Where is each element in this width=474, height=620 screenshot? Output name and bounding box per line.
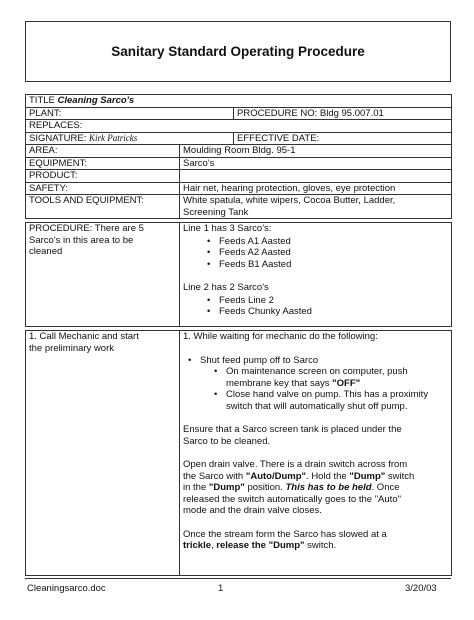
signature-value: Kirk Patricks xyxy=(89,132,138,143)
stream-line-1: Once the stream form the Sarco has slowed at a xyxy=(183,528,387,540)
sub1-off: "OFF" xyxy=(332,377,361,389)
equipment-value: Sarco's xyxy=(180,157,452,170)
step1-left-line-1: 1. Call Mechanic and start xyxy=(29,331,139,342)
list-item xyxy=(226,366,448,389)
sop-table xyxy=(25,94,452,576)
plant-row xyxy=(26,107,452,120)
step1-sublist xyxy=(200,366,448,412)
drain-auto-dump: "Auto/Dump" xyxy=(245,470,307,482)
title-row xyxy=(26,95,452,108)
document-title-box xyxy=(25,21,451,82)
replaces-label: REPLACES: xyxy=(26,120,452,133)
safety-label: SAFETY: xyxy=(26,182,180,195)
shut-feed-text: Shut feed pump off to Sarco xyxy=(200,354,319,366)
procedure-left-line-1: PROCEDURE: There are 5 xyxy=(29,223,144,234)
stream-trickle: trickle xyxy=(183,540,211,551)
document-title: Sanitary Standard Operating Procedure xyxy=(111,43,365,59)
step1-intro: 1. While waiting for mechanic do the following: xyxy=(183,331,378,342)
footer-date: 3/20/03 xyxy=(405,583,437,594)
drain-text: in the xyxy=(183,482,209,493)
tools-value-line-1: White spatula, white wipers, Cocoa Butter, Ladder, xyxy=(183,195,396,206)
drain-dump: "Dump" xyxy=(208,482,245,493)
drain-line-1: Open drain valve. There is a drain switch across from xyxy=(183,459,408,470)
safety-row xyxy=(26,182,452,195)
list-item: • Feeds A1 Aasted xyxy=(219,236,448,248)
footer-divider xyxy=(25,578,451,579)
drain-line-2 xyxy=(183,471,448,483)
sub1-line-b xyxy=(226,378,448,390)
list-item: • Feeds B1 Aasted xyxy=(219,259,448,271)
stream-text: , xyxy=(211,540,217,551)
drain-text: . Once xyxy=(371,482,400,493)
product-row xyxy=(26,170,452,183)
signature-label: SIGNATURE: xyxy=(29,132,87,144)
title-value: Cleaning Sarco's xyxy=(57,95,135,106)
list-item xyxy=(226,389,448,412)
drain-text: . Hold the xyxy=(306,470,350,482)
footer-page-number: 1 xyxy=(218,583,224,594)
drain-line-3 xyxy=(183,482,448,494)
drain-line-5: mode and the drain valve closes. xyxy=(183,505,322,516)
area-row xyxy=(26,145,452,158)
safety-value: Hair net, hearing protection, gloves, eye protection xyxy=(180,182,452,195)
procedure-right xyxy=(180,223,452,327)
step1-right xyxy=(180,331,452,576)
replaces-row xyxy=(26,120,452,133)
title-label: TITLE xyxy=(29,95,55,106)
footer-filename: Cleaningsarco.doc xyxy=(27,583,106,594)
product-label: PRODUCT: xyxy=(26,170,180,183)
tools-label: TOOLS AND EQUIPMENT: xyxy=(26,195,180,219)
drain-held: This has to be held xyxy=(285,482,372,493)
area-label: AREA: xyxy=(26,145,180,158)
sub2-line-b: switch that will automatically shut off pump. xyxy=(226,400,408,412)
ensure-line-1: Ensure that a Sarco screen tank is placed under the xyxy=(183,424,402,435)
title-cell xyxy=(26,95,452,108)
list-item: • Feeds A2 Aasted xyxy=(219,247,448,259)
line1-heading: Line 1 has 3 Sarco's: xyxy=(183,223,272,234)
list-item: • Feeds Line 2 xyxy=(219,295,448,307)
drain-text: the Sarco with xyxy=(183,470,246,482)
stream-line-2 xyxy=(183,540,448,552)
procedure-left-line-2: Sarco's in this area to be xyxy=(29,234,134,246)
line2-list xyxy=(183,295,448,318)
step1-left xyxy=(26,331,180,576)
effective-date-label: EFFECTIVE DATE: xyxy=(234,132,452,145)
equipment-label: EQUIPMENT: xyxy=(26,157,180,170)
stream-release: release the xyxy=(216,540,269,551)
drain-text: position. xyxy=(244,482,286,493)
line2-heading: Line 2 has 2 Sarco's xyxy=(183,282,269,293)
area-value: Moulding Room Bldg. 95-1 xyxy=(180,145,452,158)
procedure-left-line-3: cleaned xyxy=(29,246,63,257)
step1-row xyxy=(26,331,452,576)
equipment-row xyxy=(26,157,452,170)
procedure-row xyxy=(26,223,452,327)
sub2-line-a: • Close hand valve on pump. This has a proximity xyxy=(226,389,429,400)
stream-dump: "Dump" xyxy=(268,540,305,551)
sub1-line-a: • On maintenance screen on computer, push xyxy=(226,366,408,377)
sub1-text: membrane key that says xyxy=(226,377,333,389)
tools-value xyxy=(180,195,452,219)
drain-line-4: released the switch automatically goes to the "Auto" xyxy=(183,493,401,505)
list-item xyxy=(200,355,448,413)
tools-row xyxy=(26,195,452,219)
ensure-line-2: Sarco to be cleaned. xyxy=(183,435,271,447)
plant-label: PLANT: xyxy=(26,107,234,120)
list-item: • Feeds Chunky Aasted xyxy=(219,306,448,318)
procedure-left xyxy=(26,223,180,327)
tools-value-line-2: Screening Tank xyxy=(183,206,249,218)
procedure-no: PROCEDURE NO: Bldg 95.007.01 xyxy=(234,107,452,120)
product-value xyxy=(180,170,452,183)
stream-text: switch. xyxy=(304,540,337,551)
step1-list xyxy=(183,355,448,413)
signature-cell xyxy=(26,132,234,145)
drain-text: switch xyxy=(385,470,415,482)
signature-row xyxy=(26,132,452,145)
step1-left-line-2: the preliminary work xyxy=(29,342,114,354)
line1-list xyxy=(183,236,448,271)
drain-dump: "Dump" xyxy=(349,470,386,482)
